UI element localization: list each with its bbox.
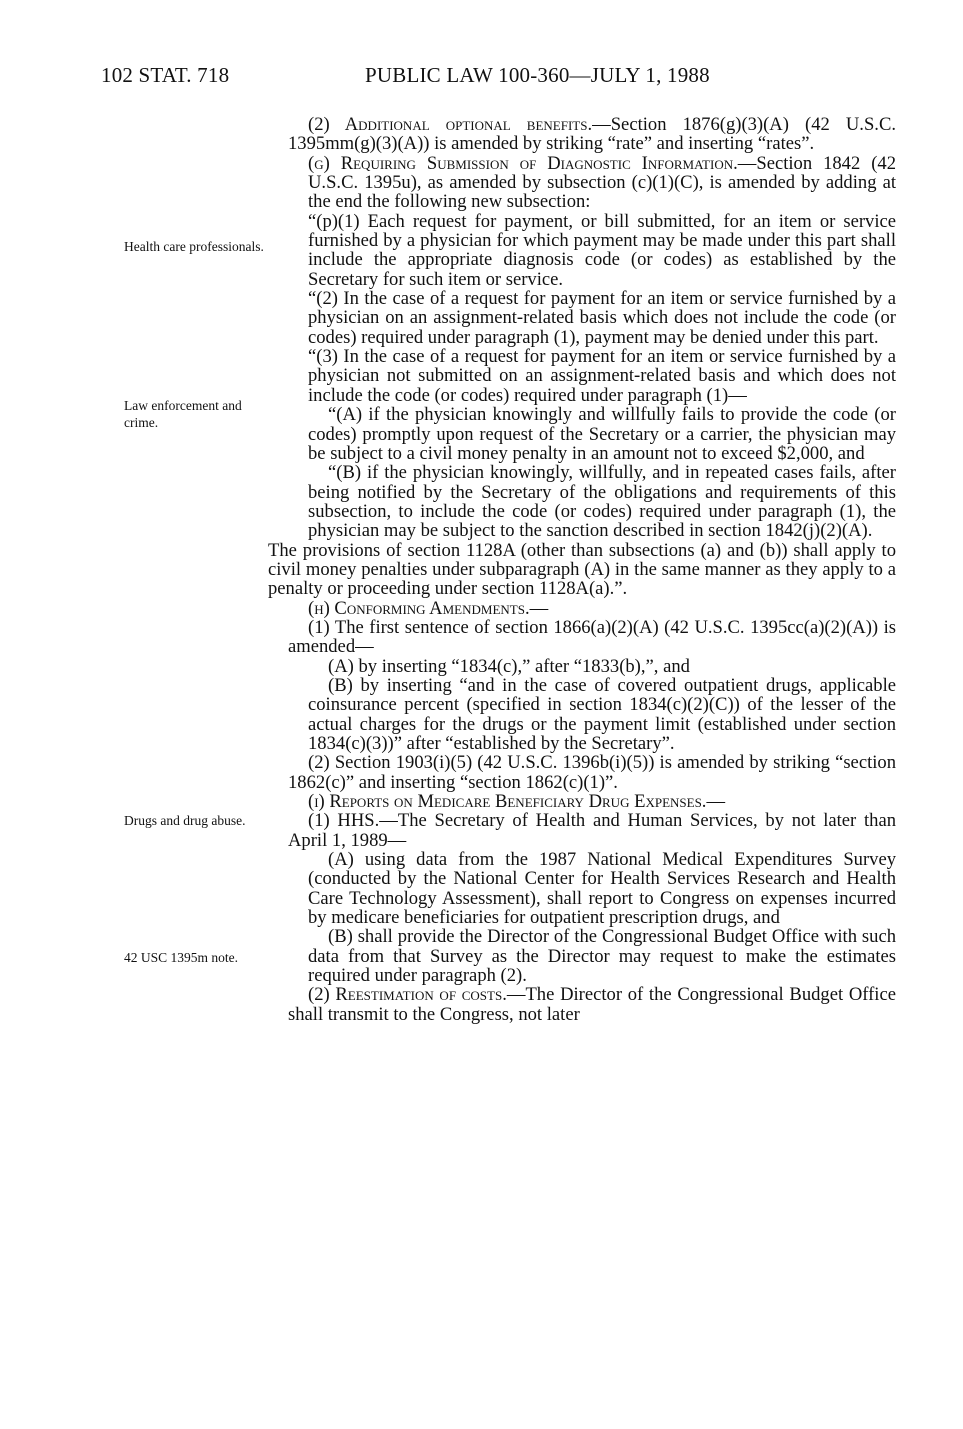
subparagraph-h1b: (B) by inserting “and in the case of covered outpatient drugs, applicable coinsurance percent (specified in section 1834(c)(2)(C)) of the lesser of the actual charges for the drugs or the payment limit (established under section 1834(c)(3))” after “established by the Secretary”. bbox=[308, 674, 896, 754]
heading-conforming-amendments: (h) Conforming Amendments. bbox=[308, 597, 530, 619]
subparagraph-p3b: “(B) if the physician knowingly, willfully, and in repeated cases fails, after being notified by the Secretary of the obligations and requirements of this subsection, to include the code (or codes) required under paragraph (1), the physician may be subject to the sanction described in section 1842(j)(2)(A). bbox=[308, 462, 896, 542]
margin-note-health-care: Health care professionals. bbox=[124, 239, 264, 254]
paragraph-i2 bbox=[268, 985, 896, 1024]
subsection-h bbox=[268, 599, 896, 618]
subparagraph-h1a: (A) by inserting “1834(c),” after “1833(b),”, and bbox=[328, 655, 690, 677]
paragraph-p3: “(3) In the case of a request for payment for an item or service furnished by a physician not submitted on an assignment-related basis and which does not include the code (or codes) required under paragraph (1)— bbox=[308, 346, 896, 406]
paragraph-i1: (1) HHS.—The Secretary of Health and Human Services, by not later than April 1, 1989— bbox=[288, 810, 896, 851]
statute-body bbox=[268, 115, 896, 1024]
subsection-i bbox=[268, 792, 896, 811]
paragraph-h2: (2) Section 1903(i)(5) (42 U.S.C. 1396b(i)(5)) is amended by striking “section 1862(c)” and inserting “section 1862(c)(1)”. bbox=[288, 752, 896, 793]
margin-note-drugs: Drugs and drug abuse. bbox=[124, 813, 246, 828]
subparagraph-i1b: (B) shall provide the Director of the Congressional Budget Office with such data from that Survey as the Director may request to make the estimates required under paragraph (2). bbox=[308, 926, 896, 987]
paragraph-p2: “(2) In the case of a request for payment for an item or service furnished by a physician on an assignment-related basis which does not include the code (or codes) required under paragraph (1), payment may be denied under this part. bbox=[308, 288, 896, 348]
heading-reestimation-of-costs: (2) Reestimation of costs. bbox=[308, 984, 507, 1006]
heading-reports-medicare-drug-expenses: (i) Reports on Medicare Beneficiary Drug Expenses. bbox=[308, 791, 707, 813]
subparagraph-i1a: (A) using data from the 1987 National Medical Expenditures Survey (conducted by the National Center for Health Services Research and Health Care Technology Assessment), shall report to Congress on expenses incurred by medicare beneficiaries for outpatient prescription drugs, and bbox=[308, 849, 896, 929]
subsection-g-text: —Section 1842 (42 U.S.C. 1395u), as amended by subsection (c)(1)(C), is amended by adding at the end the following new subsection: bbox=[308, 152, 896, 213]
paragraph-f2-text: —Section 1876(g)(3)(A) (42 U.S.C. 1395mm(g)(3)(A)) is amended by striking “rate” and inserting “rates”. bbox=[288, 114, 896, 155]
subsection-h-dash: — bbox=[529, 597, 549, 619]
margin-note-law-enforcement: Law enforcement and crime. bbox=[124, 398, 242, 430]
paragraph-p3-close: The provisions of section 1128A (other than subsections (a) and (b)) shall apply to civil money penalties under subparagraph (A) in the same manner as they apply to a penalty or proceeding under section 1128A(a).”. bbox=[268, 539, 896, 600]
paragraph-f2 bbox=[268, 115, 896, 154]
subparagraph-p3a: “(A) if the physician knowingly and willfully fails to provide the code (or codes) promptly upon request of the Secretary or a carrier, the physician may be subject to a civil money penalty in an amount not to exceed $2,000, and bbox=[308, 404, 896, 464]
subsection-g bbox=[268, 154, 896, 212]
page-number-header: 102 STAT. 718 bbox=[101, 63, 230, 87]
paragraph-h1: (1) The first sentence of section 1866(a)(2)(A) (42 U.S.C. 1395cc(a)(2)(A)) is amended— bbox=[288, 616, 896, 658]
paragraph-i2-text: —The Director of the Congressional Budget Office shall transmit to the Congress, not later bbox=[288, 984, 896, 1025]
subsection-i-dash: — bbox=[706, 791, 726, 813]
margin-note-usc-citation: 42 USC 1395m note. bbox=[124, 950, 239, 965]
paragraph-p1: “(p)(1) Each request for payment, or bill submitted, for an item or service furnished by a physician for which payment may be made under this part shall include the appropriate diagnosis code (or codes) as established by the Secretary for such item or service. bbox=[308, 210, 896, 290]
heading-requiring-submission: (g) Requiring Submission of Diagnostic Information. bbox=[308, 152, 738, 174]
heading-additional-optional-benefits: (2) Additional optional benefits. bbox=[308, 114, 593, 135]
running-header-title: PUBLIC LAW 100-360—JULY 1, 1988 bbox=[365, 63, 710, 87]
